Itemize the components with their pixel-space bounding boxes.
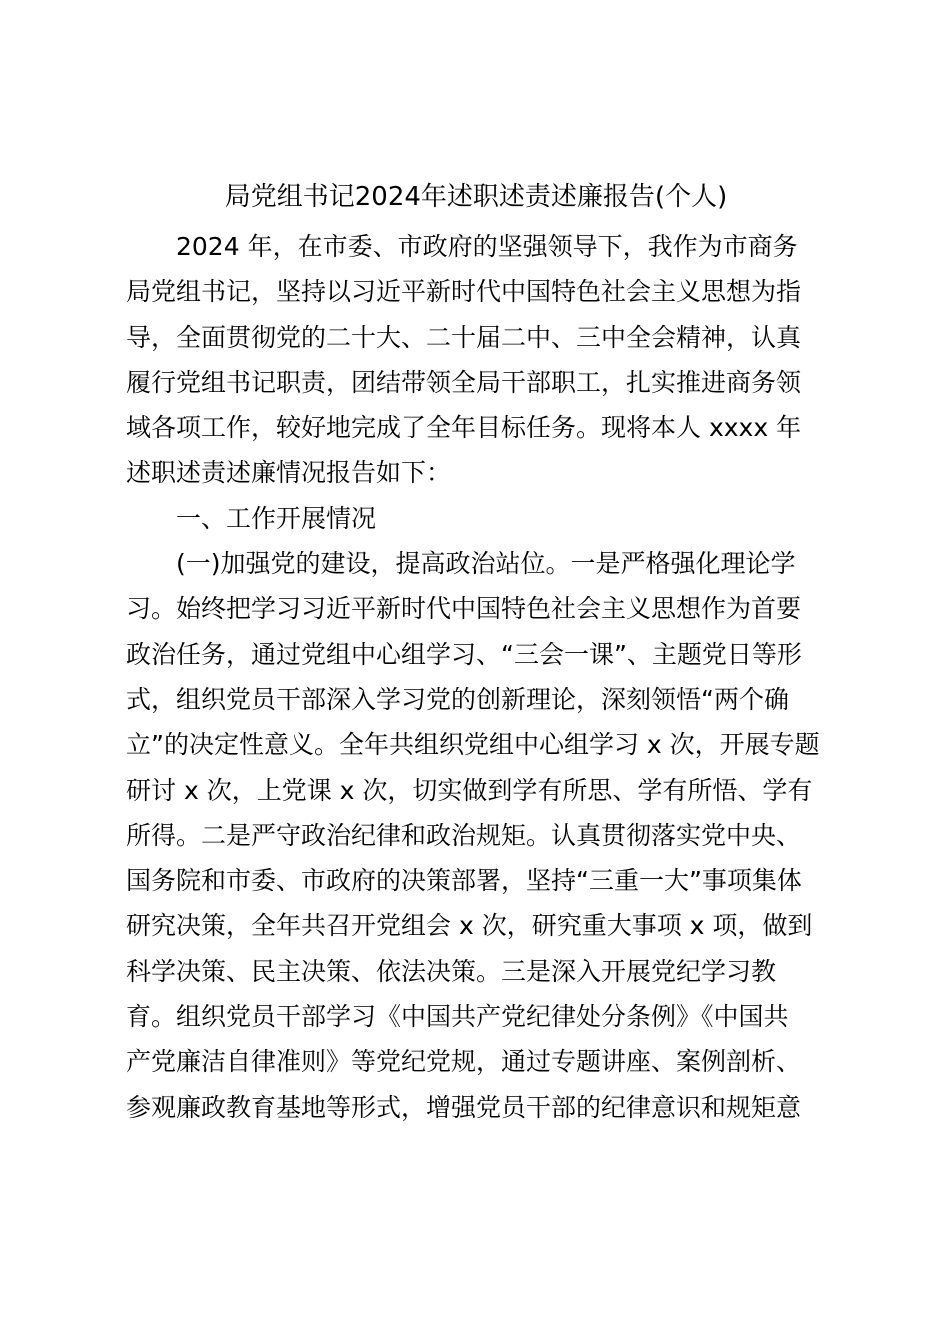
paragraph-line: 参观廉政教育基地等形式，增强党员干部的纪律意识和规矩意 bbox=[126, 1092, 802, 1122]
paragraph-line: 述职述责述廉情况报告如下： bbox=[126, 458, 452, 488]
paragraph-line: 履行党组书记职责，团结带领全局干部职工，扎实推进商务领 bbox=[126, 367, 802, 397]
paragraph-line: 科学决策、民主决策、依法决策。三是深入开展党纪学习教 bbox=[126, 956, 777, 986]
paragraph-line: (一)加强党的建设，提高政治站位。一是严格强化理论学 bbox=[176, 549, 796, 579]
paragraph-line: 2024 年，在市委、市政府的坚强领导下，我作为市商务 bbox=[176, 232, 798, 261]
paragraph-line: 政治任务，通过党组中心组学习、“三会一课”、主题党日等形 bbox=[126, 639, 802, 669]
paragraph-line: 所得。二是严守政治纪律和政治规矩。认真贯彻落实党中央、 bbox=[126, 820, 802, 850]
paragraph-line: 国务院和市委、市政府的决策部署，坚持“三重一大”事项集体 bbox=[126, 866, 802, 896]
paragraph-line: 育。组织党员干部学习《中国共产党纪律处分条例》《中国共 bbox=[126, 1002, 789, 1032]
paragraph-line: 导，全面贯彻党的二十大、二十届二中、三中全会精神，认真 bbox=[126, 322, 802, 352]
document-body bbox=[126, 224, 826, 1130]
paragraph-line: 局党组书记，坚持以习近平新时代中国特色社会主义思想为指 bbox=[126, 277, 802, 307]
paragraph-line: 研讨 x 次，上党课 x 次，切实做到学有所思、学有所悟、学有 bbox=[126, 775, 813, 805]
paragraph-line: 研究决策，全年共召开党组会 x 次，研究重大事项 x 项，做到 bbox=[126, 911, 813, 941]
paragraph-line: 产党廉洁自律准则》等党纪党规，通过专题讲座、案例剖析、 bbox=[126, 1047, 802, 1077]
section-heading: 一、工作开展情况 bbox=[176, 503, 377, 533]
paragraph-line: 式，组织党员干部深入学习党的创新理论，深刻领悟“两个确 bbox=[126, 684, 789, 714]
paragraph-line: 立”的决定性意义。全年共组织党组中心组学习 x 次，开展专题 bbox=[126, 730, 820, 760]
document-title: 局党组书记2024年述职述责述廉报告(个人) bbox=[224, 182, 728, 212]
paragraph-line: 域各项工作，较好地完成了全年目标任务。现将本人 xxxx 年 bbox=[126, 413, 802, 443]
paragraph-line: 习。始终把学习习近平新时代中国特色社会主义思想作为首要 bbox=[126, 594, 802, 624]
